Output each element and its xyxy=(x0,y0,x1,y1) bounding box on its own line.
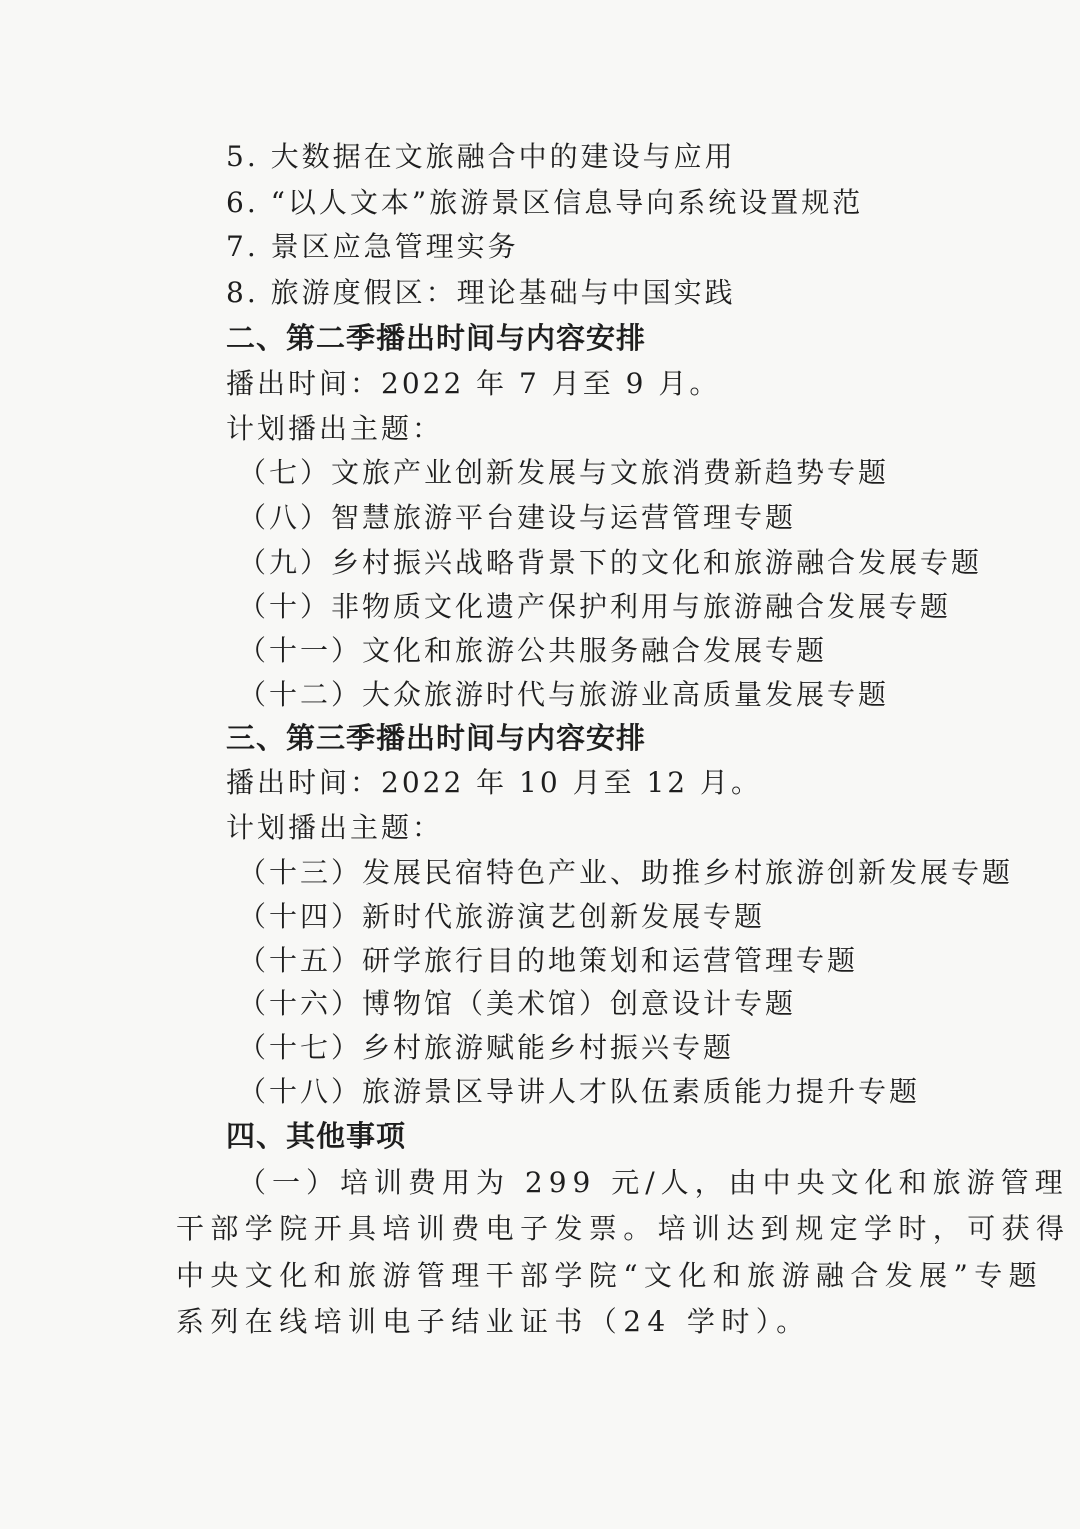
topic-item: （十五）研学旅行目的地策划和运营管理专题 xyxy=(238,944,859,977)
list-item: 5. 大数据在文旅融合中的建设与应用 xyxy=(226,140,736,173)
broadcast-time: 播出时间：2022 年 10 月至 12 月。 xyxy=(226,766,763,799)
section-heading: 四、其他事项 xyxy=(226,1119,407,1153)
topic-item: （十二）大众旅游时代与旅游业高质量发展专题 xyxy=(238,678,890,711)
topic-item: （十三）发展民宿特色产业、助推乡村旅游创新发展专题 xyxy=(238,856,1014,889)
topic-item: （十）非物质文化遗产保护利用与旅游融合发展专题 xyxy=(238,590,952,623)
list-item: 6. “以人文本”旅游景区信息导向系统设置规范 xyxy=(226,186,864,219)
paragraph-line: 中央文化和旅游管理干部学院“文化和旅游融合发展”专题 xyxy=(176,1259,1044,1292)
plan-label: 计划播出主题： xyxy=(226,412,444,445)
section-heading: 三、第三季播出时间与内容安排 xyxy=(226,721,647,755)
section-heading: 二、第二季播出时间与内容安排 xyxy=(226,321,647,355)
paragraph-line: 系列在线培训电子结业证书（24 学时）。 xyxy=(176,1305,811,1338)
topic-item: （十七）乡村旅游赋能乡村振兴专题 xyxy=(238,1031,735,1064)
topic-item: （十八）旅游景区导讲人才队伍素质能力提升专题 xyxy=(238,1075,921,1108)
list-item: 8. 旅游度假区：理论基础与中国实践 xyxy=(226,276,736,309)
topic-item: （七）文旅产业创新发展与文旅消费新趋势专题 xyxy=(238,456,890,489)
topic-item: （十六）博物馆（美术馆）创意设计专题 xyxy=(238,987,797,1020)
paragraph-line: 干部学院开具培训费电子发票。培训达到规定学时，可获得 xyxy=(176,1212,1071,1245)
plan-label: 计划播出主题： xyxy=(226,811,444,844)
topic-item: （九）乡村振兴战略背景下的文化和旅游融合发展专题 xyxy=(238,546,983,579)
broadcast-time: 播出时间：2022 年 7 月至 9 月。 xyxy=(226,367,721,400)
topic-item: （十四）新时代旅游演艺创新发展专题 xyxy=(238,900,766,933)
list-item: 7. 景区应急管理实务 xyxy=(226,230,519,263)
topic-item: （十一）文化和旅游公共服务融合发展专题 xyxy=(238,634,828,667)
topic-item: （八）智慧旅游平台建设与运营管理专题 xyxy=(238,501,797,534)
paragraph-line: （一）培训费用为 299 元/人，由中央文化和旅游管理 xyxy=(238,1166,1069,1199)
